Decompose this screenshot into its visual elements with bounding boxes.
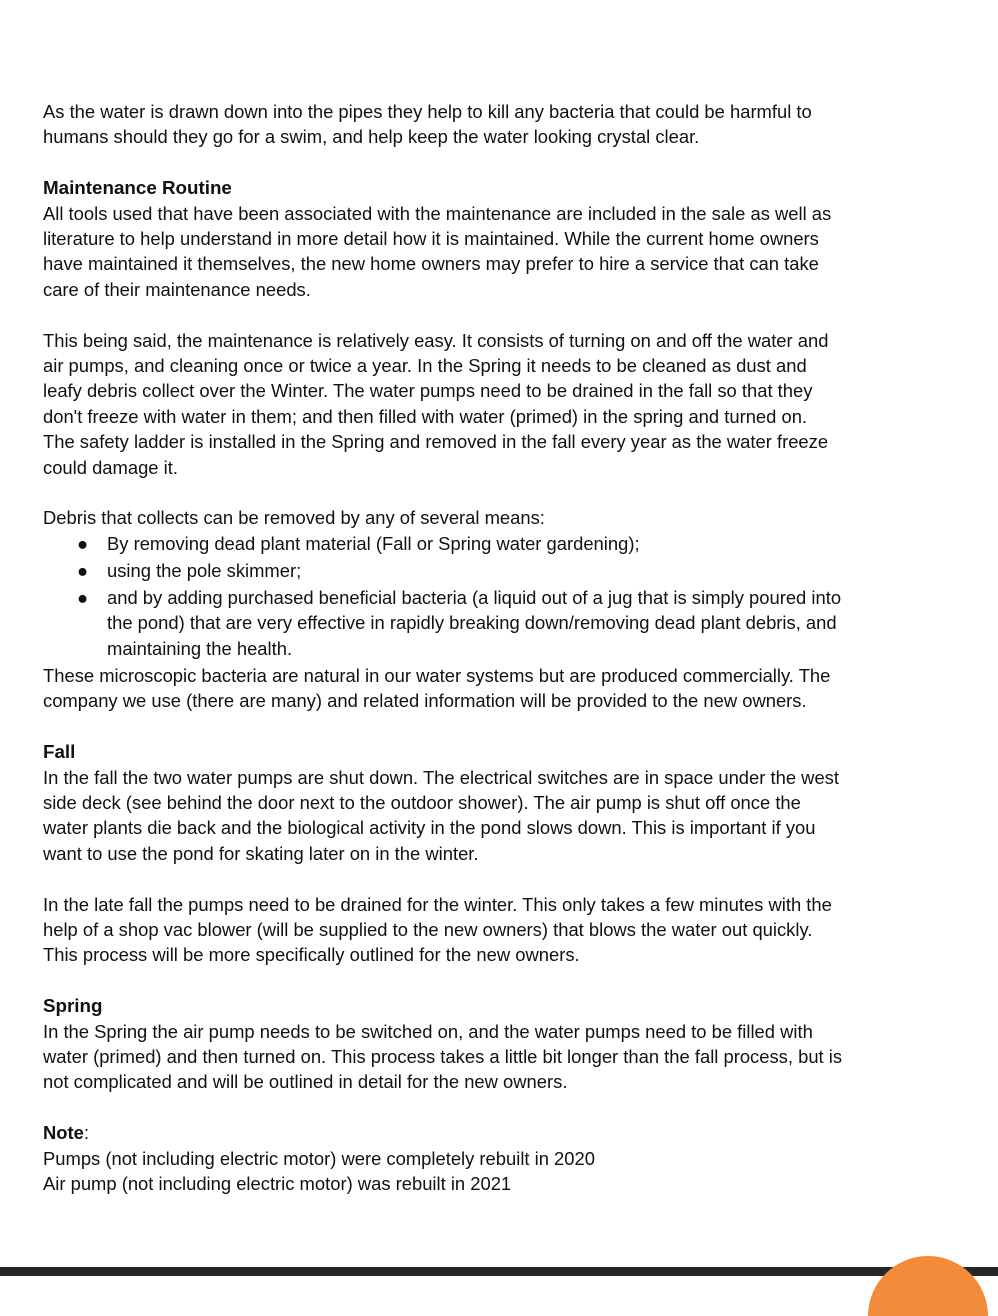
note-line-2: Air pump (not including electric motor) was rebuilt in 2021 [43,1173,512,1195]
spacer [43,480,843,505]
bullet-icon: ● [77,559,89,581]
fall-paragraph-1: In the fall the two water pumps are shut down. The electrical switches are in space under the west side deck (see behind the door next to the outdoor shower). The air pump is shut off once the water plants die back and the biological activity in the pond slows down. This is important if you want to use the pond for skating later on in the winter. [43,766,839,864]
spacer [43,714,843,739]
note-heading: Note [43,1122,84,1144]
fall-paragraph-2: In the late fall the pumps need to be drained for the winter. This only takes a few minutes with the help of a shop vac blower (will be supplied to the new owners) that blows the water out quickly. This process will be more specifically outlined for the new owners. [43,893,832,966]
debris-intro: Debris that collects can be removed by any of several means: [43,507,545,529]
list-item-text: By removing dead plant material (Fall or Spring water gardening); [107,532,640,554]
bullet-icon: ● [77,586,89,608]
note-colon: : [83,1122,89,1144]
maintenance-heading: Maintenance Routine [43,177,232,199]
spring-heading: Spring [43,995,103,1017]
document-page [43,99,843,1196]
list-item [43,558,843,584]
spacer [43,302,843,327]
fall-heading: Fall [43,741,76,763]
bottom-toolbar-edge [0,1267,998,1276]
list-item-text: using the pole skimmer; [107,559,302,581]
debris-list [43,531,843,662]
maintenance-paragraph-1: All tools used that have been associated with the maintenance are included in the sale as well as literature to help understand in more detail how it is maintained. While the current home owners have maintained it themselves, the new home owners may prefer to hire a service that can take care of their maintenance needs. [43,202,832,300]
note-line-1: Pumps (not including electric motor) were completely rebuilt in 2020 [43,1147,595,1169]
maintenance-paragraph-3: These microscopic bacteria are natural in our water systems but are produced commercially. The company we use (there are many) and related information will be provided to the new owners. [43,665,831,712]
spacer [43,866,843,891]
spring-paragraph-1: In the Spring the air pump needs to be switched on, and the water pumps need to be filled with water (primed) and then turned on. This process takes a little bit longer than the fall process, but is not complicated and will be outlined in detail for the new owners. [43,1020,843,1093]
intro-paragraph: As the water is drawn down into the pipes they help to kill any bacteria that could be harmful to humans should they go for a swim, and help keep the water looking crystal clear. [43,101,812,148]
note-heading-line [43,1120,843,1145]
maintenance-paragraph-2: This being said, the maintenance is relatively easy. It consists of turning on and off the water and air pumps, and cleaning once or twice a year. In the Spring it needs to be cleaned as dust and leafy debris collect over the Winter. The water pumps need to be drained in the fall so that they don't freeze with water in them; and then filled with water (primed) in the spring and turned on. The safety ladder is installed in the Spring and removed in the fall every year as the water freeze could damage it. [43,329,829,478]
list-item [43,585,843,662]
spacer [43,150,843,175]
list-item-text: and by adding purchased beneficial bacteria (a liquid out of a jug that is simply poured into the pond) that are very effective in rapidly breaking down/removing dead plant debris, and maintaining the health. [107,586,842,660]
spacer [43,1095,843,1120]
floating-action-button-edge[interactable] [868,1256,988,1316]
bullet-icon: ● [77,532,89,554]
spacer [43,968,843,993]
list-item [43,531,843,557]
